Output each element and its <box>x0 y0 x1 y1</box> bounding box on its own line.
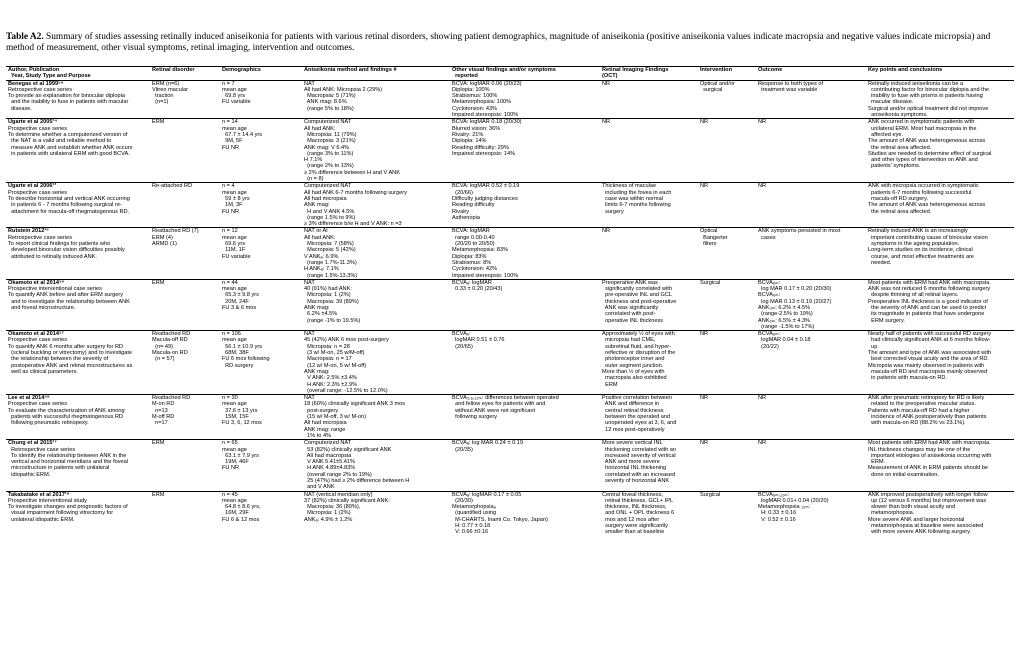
cell-retinal-disorder: Reattached RD (7) ERM (4) ARMD (1) <box>150 228 220 279</box>
cell-other-visual-findings: BCVAₐ: log MAR 0.24 ± 0.19 (20/35) <box>450 440 600 491</box>
cell-aniseikonia-method: Computerized NAT All had ANK: Micropsia: 11 (79%) Macropsia: 3 (21%) ANK mag: V 6.4% (range 3% to 11%) H 7.1% (range 2% to 13%) ≥ 2% difference between H and V ANK (n = 8) <box>302 119 450 183</box>
cell-author-study: Lee et al 2014⁵⁸ Prospective case series To evaluate the characterization of ANK among patients with successful rhegmatogenous RD following pneumatic retinopexy. <box>6 395 150 440</box>
cell-other-visual-findings: BCVAₐ: logMAR 0.33 ± 0.20 (20/43) <box>450 279 600 330</box>
cell-outcome: BCVA₆ₘ: logMAR 0.04 ± 0.18 (20/22) <box>756 331 866 395</box>
cell-other-visual-findings: BCVA: logMAR range 0.00-0.40 (20/20 to 20/50) Metamorphopsia: 83% Diplopia: 83% Strabismus: 8% Cyclotorsion: 42% Impaired stereopsis: 100% <box>450 228 600 279</box>
header-author-study: Author, Publication Year, Study Type and Purpose <box>6 67 150 81</box>
cell-retinal-imaging: NR <box>600 119 698 183</box>
cell-aniseikonia-method: NAT 45 (42%) ANK 6 mos post-surgery Micropsia: n = 28 (3 w/ M-on, 25 w/M-off) Macropsia: n = 17 (12 w/ M-on, 5 w/ M-off) ANK mag: V ANK: 2.5% ±3.4% H ANK: 2.3% ±2.9% (overall range: -12.5% to 12.0%) <box>302 331 450 395</box>
cell-key-points: ANK improved postoperatively with longer follow up (12 versus 6 months) but improvement was slower than both visual acuity and metamorphopsia. More severe ANK and larger horizontal metamorphopsia at baseline were associated with more severe ANK following surgery. <box>868 491 988 536</box>
studies-table <box>6 66 1014 536</box>
header-intervention: Intervention <box>698 67 756 81</box>
table-row <box>6 119 1014 183</box>
cell-intervention: Surgical <box>700 491 721 498</box>
table-row <box>6 440 1014 491</box>
cell-author-study: Ugarte et al 2006¹³ Prospective case series To describe horizontal and vertical ANK occurring in patients 6 - 7 months following surgical re- attachment for macula-off rhegmatogenous RD. <box>6 183 150 228</box>
header-key-points: Key points and conclusions <box>866 67 1014 81</box>
cell-other-visual-findings: BCVA: logMAR 0.06 (20/23) Diplopia: 100% Strabismus: 100% Metamorphopsia: 100% Cyclotorsion: 43% Impaired stereopsis: 100% <box>450 80 600 119</box>
cell-retinal-imaging: NR <box>600 80 698 119</box>
cell-outcome: BCVA₆ₘ,₁₂ₘ: logMAR 0.01+ 0.04 (20/20) Metamorphopsia ₁₂ₘ: H: 0.33 ± 0.16 V: 0.52 ± 0.16 <box>758 491 829 523</box>
cell-demographics: n = 7 mean age 69.8 yrs FU variable <box>220 80 302 119</box>
cell-other-visual-findings: BCVAₐ: logMAR 0.17 ± 0.05 (20/30) Metamorphopsiaₐ (quantified using M-CHARTS, Inami Co. Tokyo, Japan) H: 0.77 ± 0.18 V: 0.66 ±0.16 <box>452 491 548 536</box>
cell-retinal-imaging: More severe vertical INL thickening correlated with an increased severity of vertical ANK and more severe horizontal INL thickening correlated with an increased severity of horizontal ANK <box>600 440 698 491</box>
table-row <box>6 183 1014 228</box>
cell-intervention: Optical and/or surgical <box>698 80 756 119</box>
cell-retinal-disorder: ERM <box>150 279 220 330</box>
cell-outcome: Response to both types of treatment was variable <box>756 80 866 119</box>
cell-key-points: Retinally induced ANK is an increasingly important contributing cause of binocular vision symptoms in the ageing population. Long-term studies on its incidence, clinical course, and most effective treatments are needed. <box>866 228 1014 279</box>
header-retinal-disorder: Retinal disorder <box>150 67 220 81</box>
table-label: Table A2. <box>6 32 44 42</box>
caption-text: Summary of studies assessing retinally induced aniseikonia for patients with various retinal disorders, showing patient demographics, magnitude of aniseikonia (positive aniseikonia values indicate macropsia and negative values indicate micropsia) and method of measurement, other visual symptoms, retinal imaging, intervention and outcomes. <box>6 32 991 53</box>
cell-intervention: NR <box>698 183 756 228</box>
cell-aniseikonia-method: NAT or AI All had ANK: Micropsia: 7 (58%) Macropsia: 5 (42%) V ANKₐ: 6.9% (range 1.7%-11.3%) H ANKₐ: 7.1% (range 1.5%-13.3%) <box>302 228 450 279</box>
header-outcome: Outcome <box>756 67 866 81</box>
cell-other-visual-findings: BCVA: logMAR 0.52 ± 0.19 (20/66) Difficulty judging distances Reading difficulty Rivalry Asthenopia <box>450 183 600 228</box>
cell-retinal-imaging: Positive correlation between ANK and difference in central retinal thickness between the operated and unoperated eyes at 3, 6, and 12 mos post-operatively <box>600 395 698 440</box>
cell-retinal-imaging: Central foveal thickness, retinal thickness, GCL+ IPL thickness, INL thickness, and ONL + OPL thickness 6 mos and 12 mos after surgery were significantly smaller than at baseline <box>602 491 675 536</box>
cell-retinal-imaging: NR <box>600 228 698 279</box>
cell-outcome: ANK symptoms persisted in most cases <box>756 228 866 279</box>
cell-retinal-disorder: ERM <box>150 440 220 491</box>
table-row <box>6 279 1014 330</box>
cell-retinal-imaging: Preoperative ANK was significantly correlated with pre-operative INL and GCL thickness and post-operative ANK was significantly correlated with post- operative INL thickness <box>600 279 698 330</box>
table-row <box>6 228 1014 279</box>
cell-key-points: Nearly half of patients with successful RD surgery had clinically significant ANK at 6 months follow- up. The amount and type of ANK was associated with best corrected visual acuity and the area of RD. Micropsia was mainly observed in patients with macula-off RD and macropsia mainly observed in patients with macula-on RD. <box>866 331 1014 395</box>
cell-key-points: Most patients with ERM had ANK with macropsia. ANK was not reduced 6 months following surgery despite thinning of all retinal layers. Preoperative INL thickness is a good indicator of the severity of ANK and can be used to predict its magnitude in patients that have undergone ERM surgery. <box>866 279 1014 330</box>
header-demographics: Demographics <box>220 67 302 81</box>
cell-author-study: Okamoto et al 2014⁵⁷ Prospective case series To quantify ANK 6 months after surgery for RD (scleral buckling or vitrectomy) and to investigate the relationship between the severity of postoperative ANK and retinal microstructures as well as clinical parameters. <box>6 331 150 395</box>
cell-demographics: n = 4 mean age 59 ± 8 yrs 1M, 3F FU NR <box>220 183 302 228</box>
table-header <box>6 67 1014 81</box>
cell-intervention: Optical Bangerter filters <box>698 228 756 279</box>
cell-aniseikonia-method: NAT (vertical meridian only) 37 (82%) clinically significant ANK: Macropsia: 36 (80%), Micropsia: 1 (2%) ANKₐ: 4.9% ± 1.2% <box>304 491 390 523</box>
cell-author-study: Takabatake et al 2017¹⁸ Prospective interventional study To investigate changes and prognostic factors of visual impairment following vitrectomy for unilateral idiopathic ERM. <box>8 491 128 523</box>
cell-outcome: NR <box>756 395 866 440</box>
cell-retinal-disorder: Reattached RD M-on RD n=13 M-off RD n=17 <box>150 395 220 440</box>
cell-retinal-disorder: ERM <box>150 119 220 183</box>
cell-key-points: Most patients with ERM had ANK with macropsia. INL thickness changes may be one of the important etiologies of aniseikonia occurring with ERM. Measurement of ANK in ERM patients should be done on initial examination. <box>866 440 1014 491</box>
table-row <box>6 331 1014 395</box>
cell-demographics: n = 106 mean age 56.1 ± 10.9 yrs 68M, 38F FU 6 mos following RD surgery <box>220 331 302 395</box>
cell-retinal-disorder: ERM (n=6) Vitreo macular traction (n=1) <box>150 80 220 119</box>
cell-retinal-imaging: Thickness of maculae including the fovea in each case was within normal limits 6-7 months following surgery <box>600 183 698 228</box>
table-row <box>6 395 1014 440</box>
cell-key-points: ANK occurred in symptomatic patients with unilateral ERM. Most had macropsia in the affected eye. The amount of ANK was heterogeneous across the retinal area affected. Studies are needed to determine effect of surgical and other types of intervention on ANK and patients' symptoms. <box>866 119 1014 183</box>
cell-aniseikonia-method: NAT All had ANK: Micropsia 2 (29%) Macropsia: 5 (71%) ANK mag: 8.6% (range 5% to 18%) <box>302 80 450 119</box>
cell-intervention: NR <box>698 331 756 395</box>
cell-outcome: NR <box>756 119 866 183</box>
cell-author-study: Ugarte et al 2005¹⁴ Prospective case series To determine whether a computerized version of the NAT is a valid and reliable method to measure ANK and establish whether ANK occurs in patients with unilateral ERM with good BCVA. <box>6 119 150 183</box>
header-aniseikonia-method: Aniseikonia method and findings # <box>302 67 450 81</box>
table-body <box>6 80 1014 536</box>
cell-demographics: n = 30 mean age 37.6 ± 13 yrs 15M, 15F FU 3, 6, 12 mos <box>220 395 302 440</box>
cell-author-study: Rutstein 2012¹⁶ Retrospective case series To report clinical findings for patients who developed binocular vision difficulties possibly attributed to retinally induced ANK. <box>6 228 150 279</box>
cell-key-points: ANK with micropsia occurred in symptomatic patients 6-7 months following successful macula-off RD surgery. The amount of ANK was heterogeneous across the retinal area affected. <box>866 183 1014 228</box>
cell-intervention: Surgical <box>698 279 756 330</box>
cell-demographics: n = 12 mean age 69.6 yrs 11M, 1F FU variable <box>220 228 302 279</box>
cell-author-study: Chung et al 2015¹⁷ Retrospective case series To identify the relationship between ANK in the vertical and horizontal meridians and the foveal microstructure in patients with unilateral idiopathic ERM. <box>6 440 150 491</box>
cell-aniseikonia-method: NAT 18 (60%) clinically significant ANK 3 mos post-surgery (15 w/ M-off, 3 w/ M-on) All had micropsia ANK mag: range 1% to 4% <box>302 395 450 440</box>
header-retinal-imaging: Retinal Imaging Findings (OCT) <box>600 67 698 81</box>
cell-demographics: n = 44 mean age 65.3 ± 9.8 yrs 20M, 24F FU 3 & 6 mos <box>220 279 302 330</box>
cell-outcome: NR <box>756 440 866 491</box>
table-caption <box>6 32 1014 54</box>
cell-intervention: NR <box>698 395 756 440</box>
cell-retinal-disorder: Reattached RD Macula-off RD (n= 49) Macula-on RD (n = 57) <box>150 331 220 395</box>
cell-key-points: ANK after pneumatic retinopexy for RD is likely related to the preoperative macular status. Patients with macula-off RD had a higher incidence of ANK postoperatively than patients with macula-on RD (88.2% vs 23.1%). <box>866 395 1014 440</box>
header-row <box>6 67 1014 81</box>
cell-aniseikonia-method: Computerized NAT 53 (82%) clinically significant ANK All had macropsia V ANK 5.41±5.41% H ANK 4.89±4.83% (overall range 2% to 19%) 25 (47%) had ≥ 2% difference between H and V ANK <box>302 440 450 491</box>
cell-intervention: NR <box>698 119 756 183</box>
cell-retinal-disorder: ERM <box>152 491 165 498</box>
cell-demographics: n = 65 mean age 63.1 ± 7.9 yrs 19M, 46F FU NR <box>220 440 302 491</box>
cell-outcome: BCVA₆ₘ: log MAR 0.17 ± 0.20 (20/30) BCVA₆ₘ: log MAR 0.13 ± 0.19 (20/27) ANK₃ₘ: 6.2% ± 4.5% (range-2.5% to 19%) ANK₆ₘ: 6.5% ± 4.3% (range -1.5% to 17%) <box>756 279 866 330</box>
cell-key-points: Retinally induced aniseikonia can be a contributing factor for binocular diplopia and the inability to fuse with prisms in patients having macular disease. Surgical and/or optical treatment did not improve aniseikonia symptoms. <box>866 80 1014 119</box>
cell-retinal-disorder: Re-attached RD <box>150 183 220 228</box>
cell-intervention: NR <box>698 440 756 491</box>
header-other-visual-findings: Other visual findings and/or symptoms reported <box>450 67 600 81</box>
cell-demographics: n = 45 mean age 64.8 ± 8.6 yrs, 16M, 29F FU 6 & 12 mos <box>222 491 261 523</box>
table-row <box>6 491 1014 536</box>
table-row <box>6 80 1014 119</box>
cell-aniseikonia-method: NAT 40 (91%) had ANK: Micropsia: 1 (2%) Macropsia: 39 (89%) ANK mag: 6.2% ±4.5% (range -1% to 19.5%) <box>302 279 450 330</box>
cell-outcome: NR <box>756 183 866 228</box>
cell-author-study: Okamoto et al 2014⁵⁶ Prospective interventional case series To quantify ANK before and after ERM surgery and to investigate the relationship between ANK and foveal microstructure. <box>6 279 150 330</box>
cell-retinal-imaging: Approximately ½ of eyes with micropsia had CME, subretinal fluid, and hyper- reflective or disruption of the photoreceptor inner and outer segment junction. More than ½ of eyes with macropsia also exhibited ERM <box>600 331 698 395</box>
cell-aniseikonia-method: Computerized NAT All had ANK 6-7 months following surgery All had micropsia ANK mag: H and V ANK 4.5% (range 1.5% to 9%) ≥ 3% difference b/w H and V ANK: n =3 <box>302 183 450 228</box>
cell-demographics: n = 14 mean age 67.7 ± 14.4 yrs 9M, 5F FU NR <box>220 119 302 183</box>
cell-other-visual-findings: BCVA: logMAR 0.18 (20/30) Blurred vision: 36% Rivalry: 21% Diplopia: 14% Reading difficulty: 29% Impaired stereopsis: 14% <box>450 119 600 183</box>
cell-author-study: Benegas et al 1999⁵⁹ Retrospective case series To provide an explanation for binocular diplopia and the inability to fuse in patients with macular disease. <box>6 80 150 119</box>
cell-other-visual-findings: BCVA₃,₆,₁₂ₘ: differences between operated and fellow eyes for patients with and without ANK were not significant following surgery <box>450 395 600 440</box>
cell-other-visual-findings: BCVA₆: logMAR 0.51 ± 0.76 (20/65) <box>450 331 600 395</box>
